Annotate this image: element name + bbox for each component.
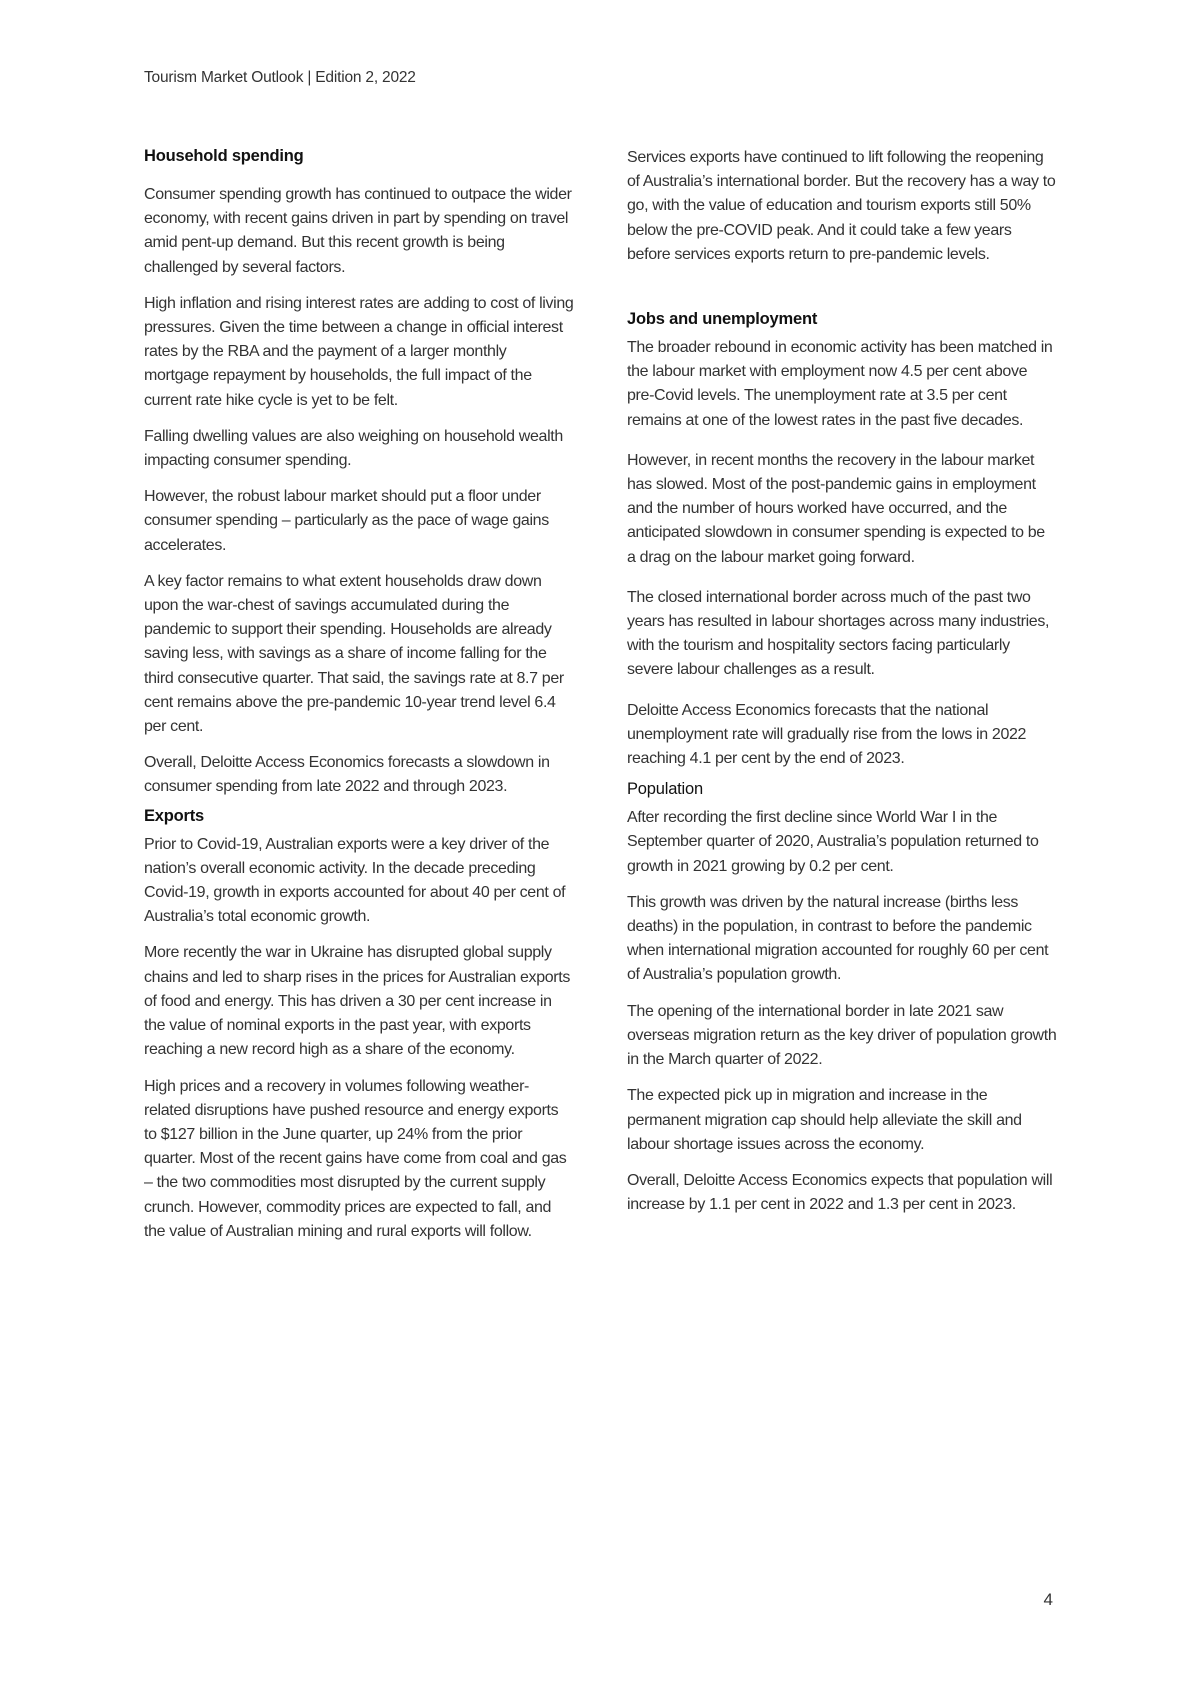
left-column <box>144 146 574 1256</box>
household-paragraph: Falling dwelling values are also weighing on household wealth impacting consumer spending. <box>144 427 563 470</box>
household-paragraph: However, the robust labour market should put a floor under consumer spending – particularly as the pace of wage gains accelerates. <box>144 488 549 554</box>
jobs-paragraph: Deloitte Access Economics forecasts that the national unemployment rate will gradually rise from the lows in 2022 reaching 4.1 per cent by the end of 2023. <box>627 701 1027 768</box>
jobs-section <box>627 309 1057 771</box>
population-paragraph: The expected pick up in migration and increase in the permanent migration cap should help alleviate the skill and labour shortage issues across the economy. <box>627 1087 1022 1153</box>
population-section <box>627 779 1057 1217</box>
household-paragraph: Overall, Deloitte Access Economics forecasts a slowdown in consumer spending from late 2022 and through 2023. <box>144 754 550 796</box>
population-paragraph: The opening of the international border in late 2021 saw overseas migration return as the key driver of population growth in the March quarter of 2022. <box>627 1002 1057 1069</box>
population-paragraph: After recording the first decline since World War I in the September quarter of 2020, Australia’s population returned to growth in 2021 growing by 0.2 per cent. <box>627 809 1039 875</box>
jobs-paragraph: The broader rebound in economic activity has been matched in the labour market with employment now 4.5 per cent above pre-Covid levels. The unemployment rate at 3.5 per cent remains at one of the lowest rates in the past five decades. <box>627 339 1053 429</box>
jobs-paragraph: The closed international border across much of the past two years has resulted in labour shortages across many industries, with the tourism and hospitality sectors facing particularly severe labour challenges as a result. <box>627 588 1050 679</box>
population-heading: Population <box>627 780 703 799</box>
household-paragraph: High inflation and rising interest rates are adding to cost of living pressures. Given the time between a change in official interest rates by the RBA and the payment of a larger monthly mortgage repayment by households, the full impact of the current rate hike cycle is yet to be felt. <box>144 294 574 409</box>
section-spacer <box>627 279 1057 309</box>
jobs-paragraph: However, in recent months the recovery in the labour market has slowed. Most of the post-pandemic gains in employment and the number of hours worked have occurred, and the anticipated slowdown in consumer spending is expected to be a drag on the labour market going forward. <box>627 451 1045 566</box>
household-spending-heading: Household spending <box>144 147 304 165</box>
exports-paragraph: High prices and a recovery in volumes following weather-related disruptions have pushed resource and energy exports to $127 billion in the June quarter, up 24% from the prior quarter. Most of the recent gains have come from coal and gas – the two commodities most disrupted by the current supply crunch. However, commodity prices are expected to fall, and the value of Australian mining and rural exports will follow. <box>144 1077 567 1240</box>
population-paragraph: This growth was driven by the natural increase (births less deaths) in the population, in contrast to before the pandemic when international migration accounted for roughly 60 per cent of Australia’s population growth. <box>627 893 1049 984</box>
population-paragraph: Overall, Deloitte Access Economics expects that population will increase by 1.1 per cent in 2022 and 1.3 per cent in 2023. <box>627 1171 1053 1214</box>
jobs-heading: Jobs and unemployment <box>627 310 818 329</box>
exports-heading: Exports <box>144 806 205 825</box>
services-exports-paragraph: Services exports have continued to lift following the reopening of Australia’s international border. But the recovery has a way to go, with the value of education and tourism exports still 50% below the pre-COVID peak. And it could take a few years before services exports return to pre-pandemic levels. <box>627 149 1056 263</box>
right-column <box>627 146 1057 1229</box>
page-number: 4 <box>1043 1590 1053 1609</box>
household-spending-section <box>144 146 574 800</box>
household-paragraph: A key factor remains to what extent households draw down upon the war-chest of savings accumulated during the pandemic to support their spending. Households are already saving less, with savings as a share of income falling for the third consecutive quarter. That said, the savings rate at 8.7 per cent remains above the pre-pandemic 10-year trend level 6.4 per cent. <box>144 572 564 736</box>
household-paragraph: Consumer spending growth has continued to outpace the wider economy, with recent gains driven in part by spending on travel amid pent-up demand. But this recent growth is being challenged by several factors. <box>144 186 572 276</box>
page-header: Tourism Market Outlook | Edition 2, 2022 <box>144 69 416 86</box>
exports-section <box>144 806 574 1244</box>
exports-paragraph: Prior to Covid-19, Australian exports were a key driver of the nation’s overall economic activity. In the decade preceding Covid-19, growth in exports accounted for about 40 per cent of Australia’s total economic growth. <box>144 835 566 926</box>
exports-paragraph: More recently the war in Ukraine has disrupted global supply chains and led to sharp rises in the prices for Australian exports of food and energy. This has driven a 30 per cent increase in the value of nominal exports in the past year, with exports reaching a new record high as a share of the economy. <box>144 944 571 1059</box>
